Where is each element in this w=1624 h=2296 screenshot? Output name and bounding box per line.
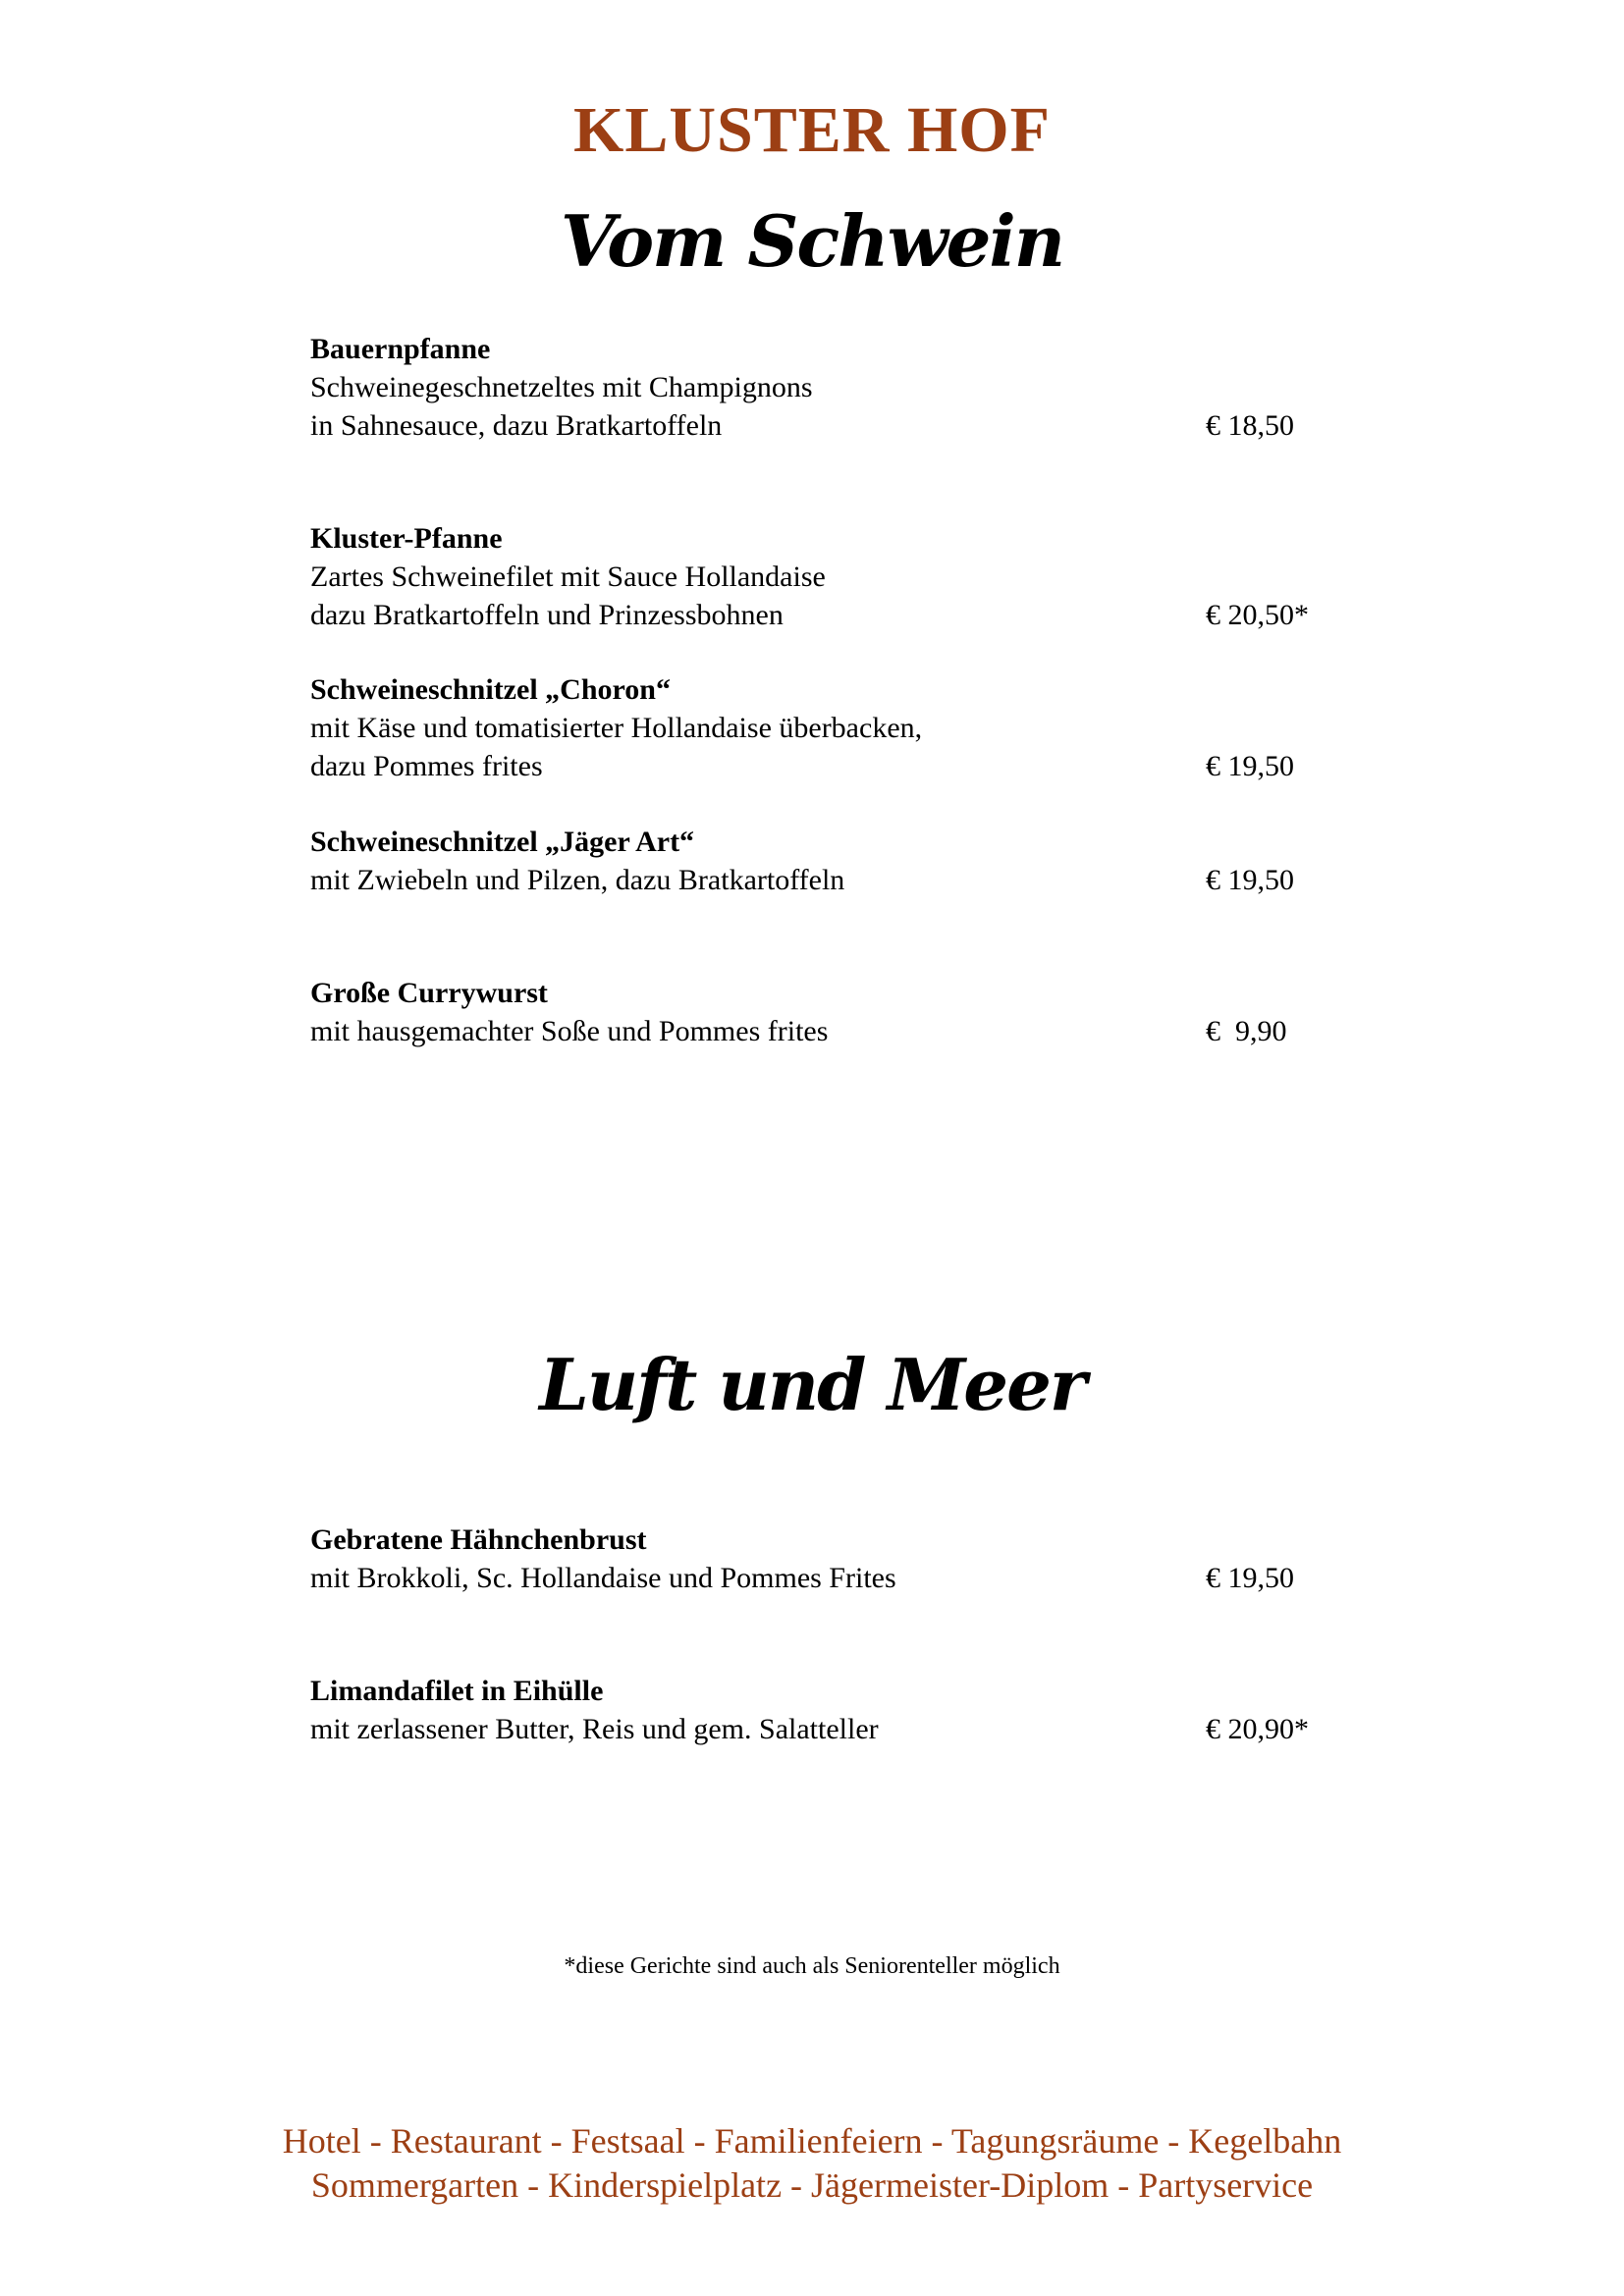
- section-title-vom-schwein: Vom Schwein: [560, 199, 1064, 283]
- item-description: dazu Pommes frites: [310, 750, 543, 782]
- section-title-luft-und-meer: Luft und Meer: [539, 1343, 1085, 1426]
- item-description: mit Käse und tomatisierter Hollandaise überbacken,: [310, 712, 923, 744]
- item-price: € 19,50: [1206, 864, 1294, 896]
- menu-item-limandafilet: [310, 1672, 1331, 1748]
- item-description: Zartes Schweinefilet mit Sauce Hollandaise: [310, 561, 826, 593]
- item-price: € 19,50: [1206, 1562, 1294, 1594]
- item-name: Schweineschnitzel „Jäger Art“: [310, 826, 695, 858]
- item-description: dazu Bratkartoffeln und Prinzessbohnen: [310, 599, 784, 631]
- footer-line-2: Sommergarten - Kinderspielplatz - Jägermeister-Diplom - Partyservice: [310, 2165, 1314, 2205]
- item-name: Kluster-Pfanne: [310, 522, 503, 555]
- menu-item-currywurst: [310, 974, 1331, 1050]
- item-price: € 18,50: [1206, 409, 1294, 442]
- item-name: Schweineschnitzel „Choron“: [310, 673, 671, 706]
- item-description: in Sahnesauce, dazu Bratkartoffeln: [310, 409, 723, 442]
- item-name: Gebratene Hähnchenbrust: [310, 1523, 647, 1556]
- item-name: Limandafilet in Eihülle: [310, 1675, 604, 1707]
- item-description: mit Brokkoli, Sc. Hollandaise und Pommes Frites: [310, 1562, 896, 1594]
- menu-item-schnitzel-jaeger: [310, 823, 1331, 899]
- footer-line-1: Hotel - Restaurant - Festsaal - Familienfeiern - Tagungsräume - Kegelbahn: [282, 2121, 1342, 2161]
- item-price: € 20,50*: [1206, 599, 1309, 631]
- menu-item-schnitzel-choron: [310, 670, 1331, 785]
- item-description: mit Zwiebeln und Pilzen, dazu Bratkartoffeln: [310, 864, 845, 896]
- item-name: Große Currywurst: [310, 977, 548, 1009]
- item-description: mit hausgemachter Soße und Pommes frites: [310, 1015, 829, 1047]
- menu-item-kluster-pfanne: [310, 519, 1331, 634]
- menu-item-haehnchenbrust: [310, 1521, 1331, 1597]
- brand-title: KLUSTER HOF: [573, 94, 1051, 166]
- item-description: Schweinegeschnetzeltes mit Champignons: [310, 371, 813, 403]
- footnote: *diese Gerichte sind auch als Seniorenteller möglich: [564, 1953, 1060, 1979]
- item-price: € 19,50: [1206, 750, 1294, 782]
- item-description: mit zerlassener Butter, Reis und gem. Salatteller: [310, 1713, 879, 1745]
- item-price: € 20,90*: [1206, 1713, 1309, 1745]
- item-price: € 9,90: [1206, 1015, 1287, 1047]
- item-name: Bauernpfanne: [310, 333, 491, 365]
- menu-item-bauernpfanne: [310, 330, 1331, 445]
